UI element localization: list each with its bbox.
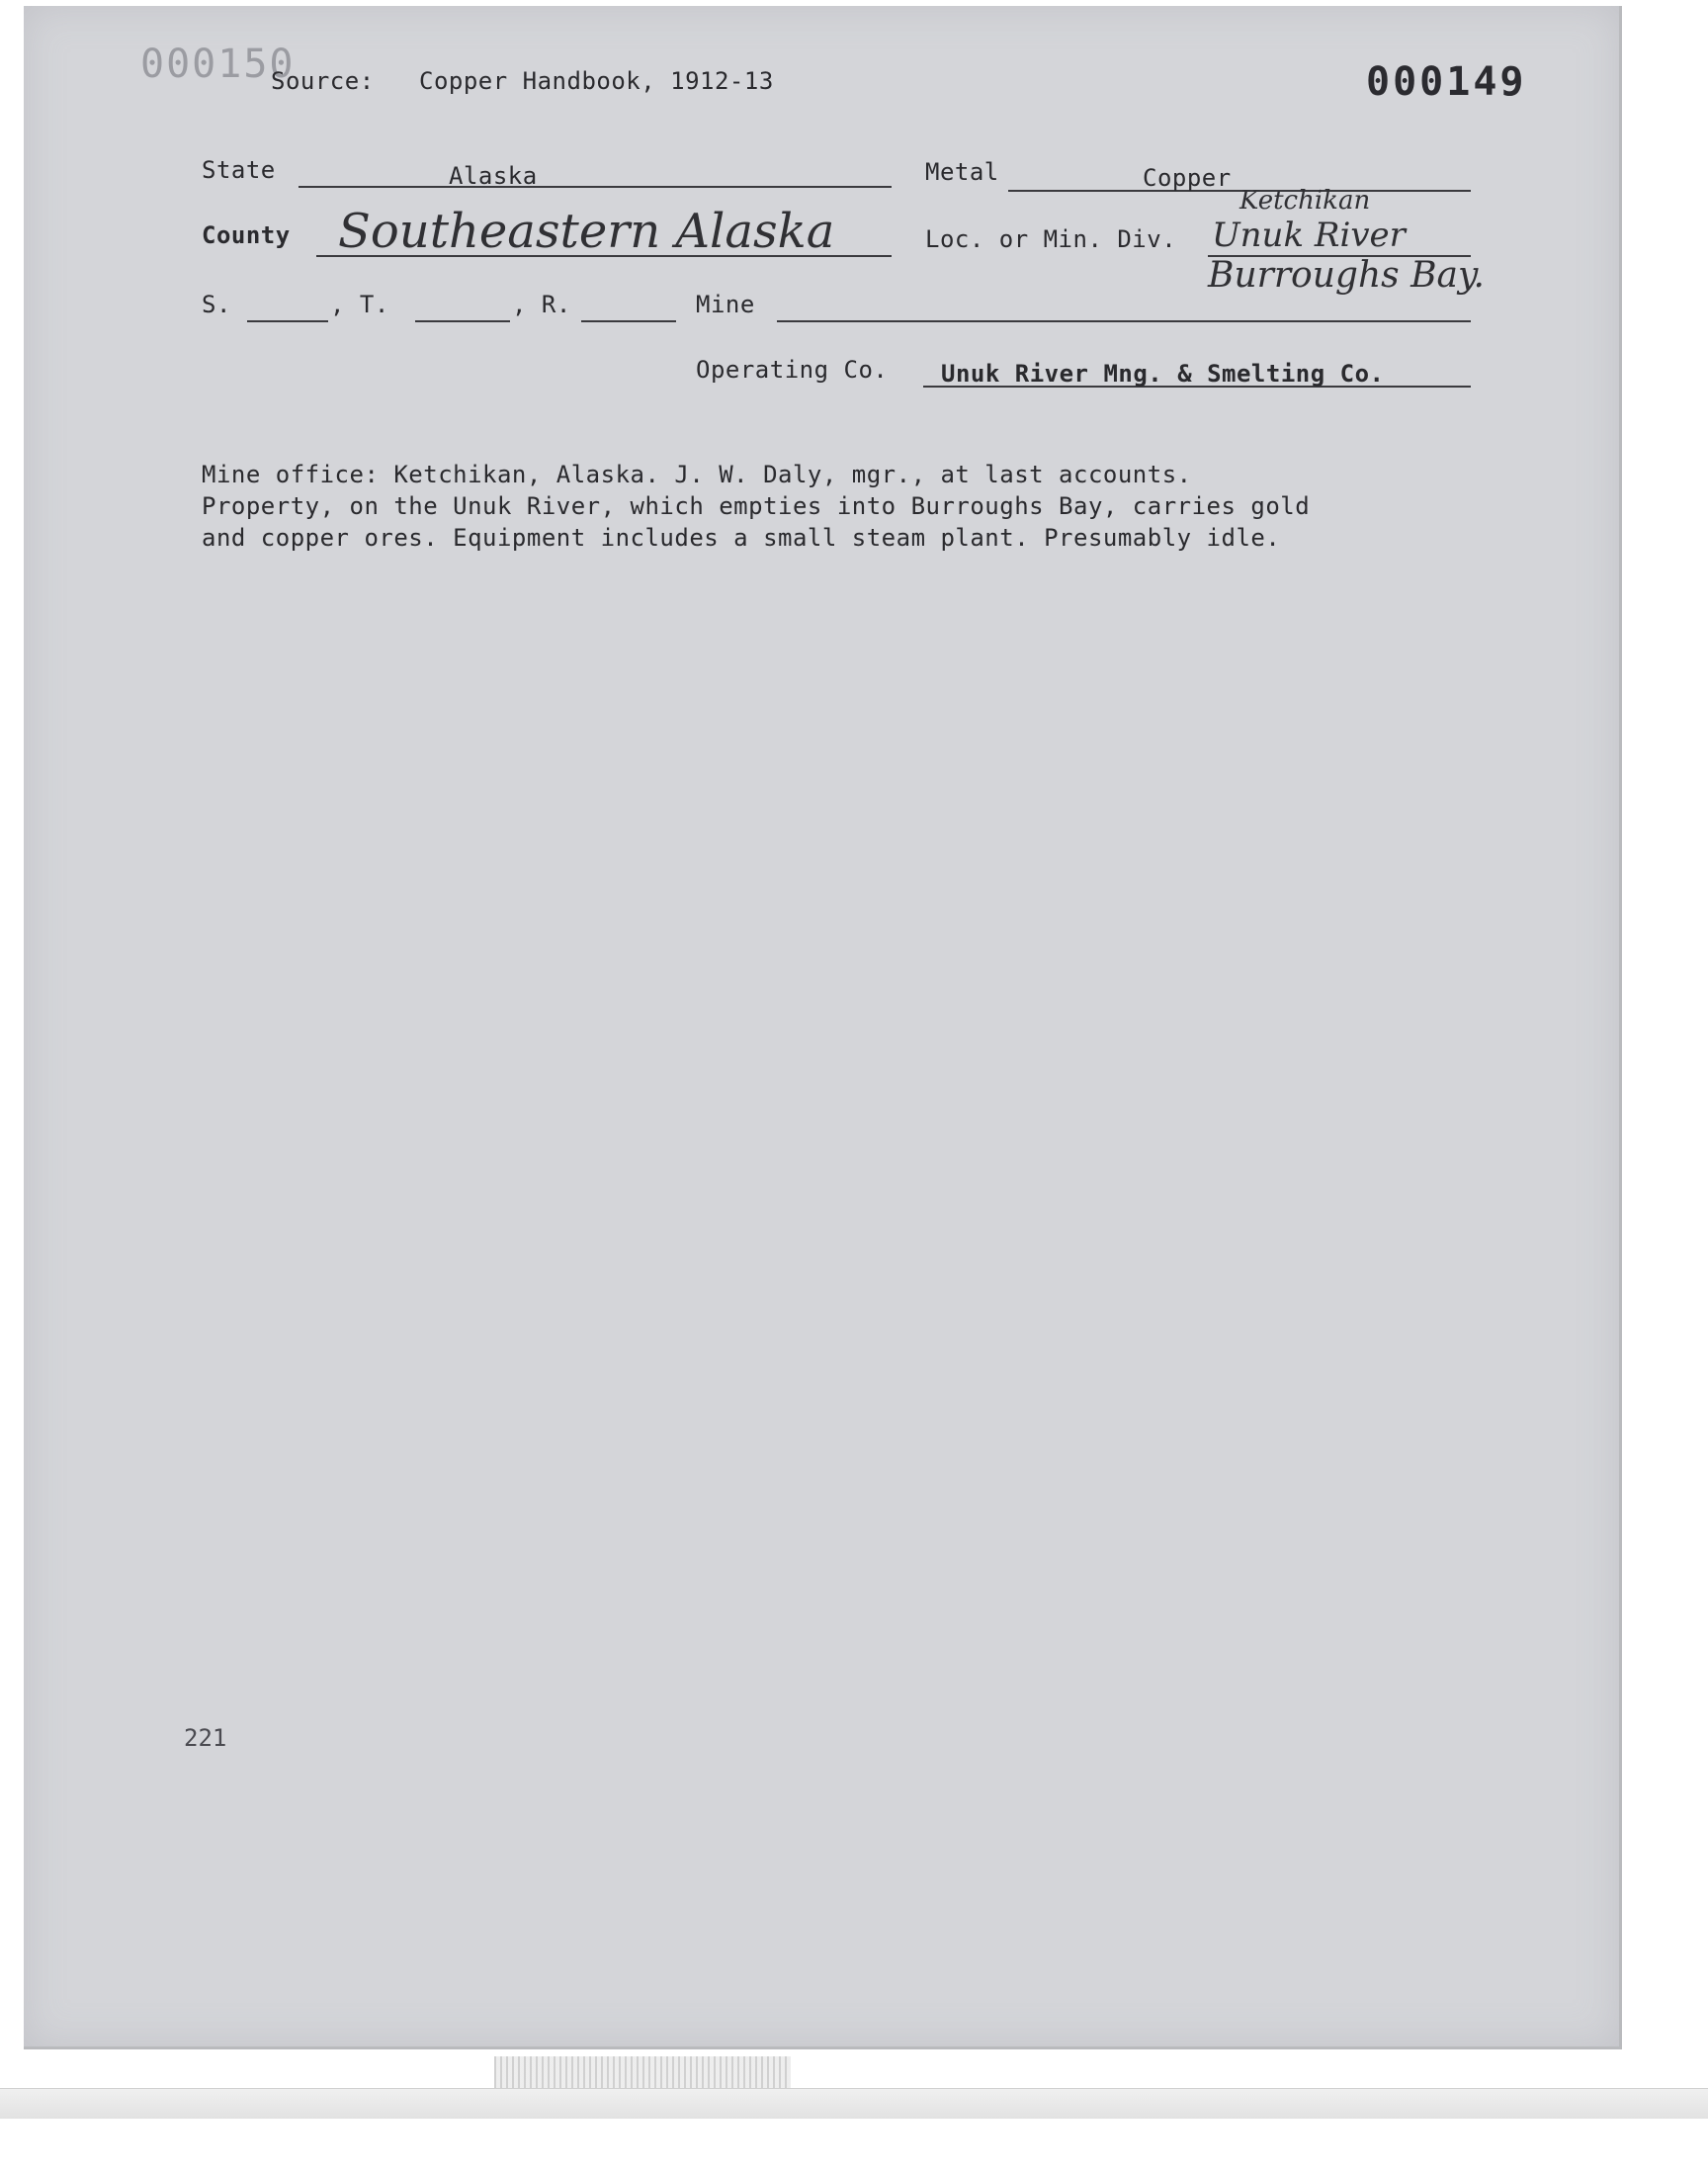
loc-value-line2-handwritten: Unuk River	[1212, 216, 1406, 255]
page-number: 221	[184, 1724, 227, 1752]
township-underline	[415, 320, 510, 322]
township-label: , T.	[330, 291, 389, 318]
range-label: , R.	[512, 291, 571, 318]
metal-value: Copper	[1143, 164, 1232, 192]
range-underline	[581, 320, 676, 322]
description-paragraph: Mine office: Ketchikan, Alaska. J. W. Daly, mgr., at last accounts. Property, on the Unuk River, which empties into Burroughs Bay, carries gold and copper ores. Equipment includes a small steam plant. Presumably idle.	[202, 461, 1311, 552]
section-label: S.	[202, 291, 231, 318]
county-label: County	[202, 221, 291, 249]
operating-company-value: Unuk River Mng. & Smelting Co.	[941, 360, 1385, 388]
index-card	[24, 6, 1622, 2049]
mine-underline	[777, 320, 1471, 322]
source-label: Source:	[271, 67, 375, 95]
scan-bottom-strip	[0, 2088, 1708, 2119]
loc-value-line1-handwritten: Ketchikan	[1239, 186, 1371, 216]
source-value: Copper Handbook, 1912-13	[419, 67, 774, 95]
state-underline	[299, 186, 892, 188]
mine-label: Mine	[696, 291, 755, 318]
loc-value-line3-handwritten: Burroughs Bay.	[1208, 255, 1485, 296]
state-label: State	[202, 156, 276, 184]
county-value-handwritten: Southeastern Alaska	[338, 204, 835, 259]
section-underline	[247, 320, 328, 322]
loc-label: Loc. or Min. Div.	[925, 225, 1177, 253]
faded-card-number: 000150	[140, 42, 296, 87]
card-stamp-number: 000149	[1366, 59, 1527, 105]
operating-company-label: Operating Co.	[696, 356, 889, 384]
metal-label: Metal	[925, 158, 999, 186]
state-value: Alaska	[449, 162, 538, 190]
